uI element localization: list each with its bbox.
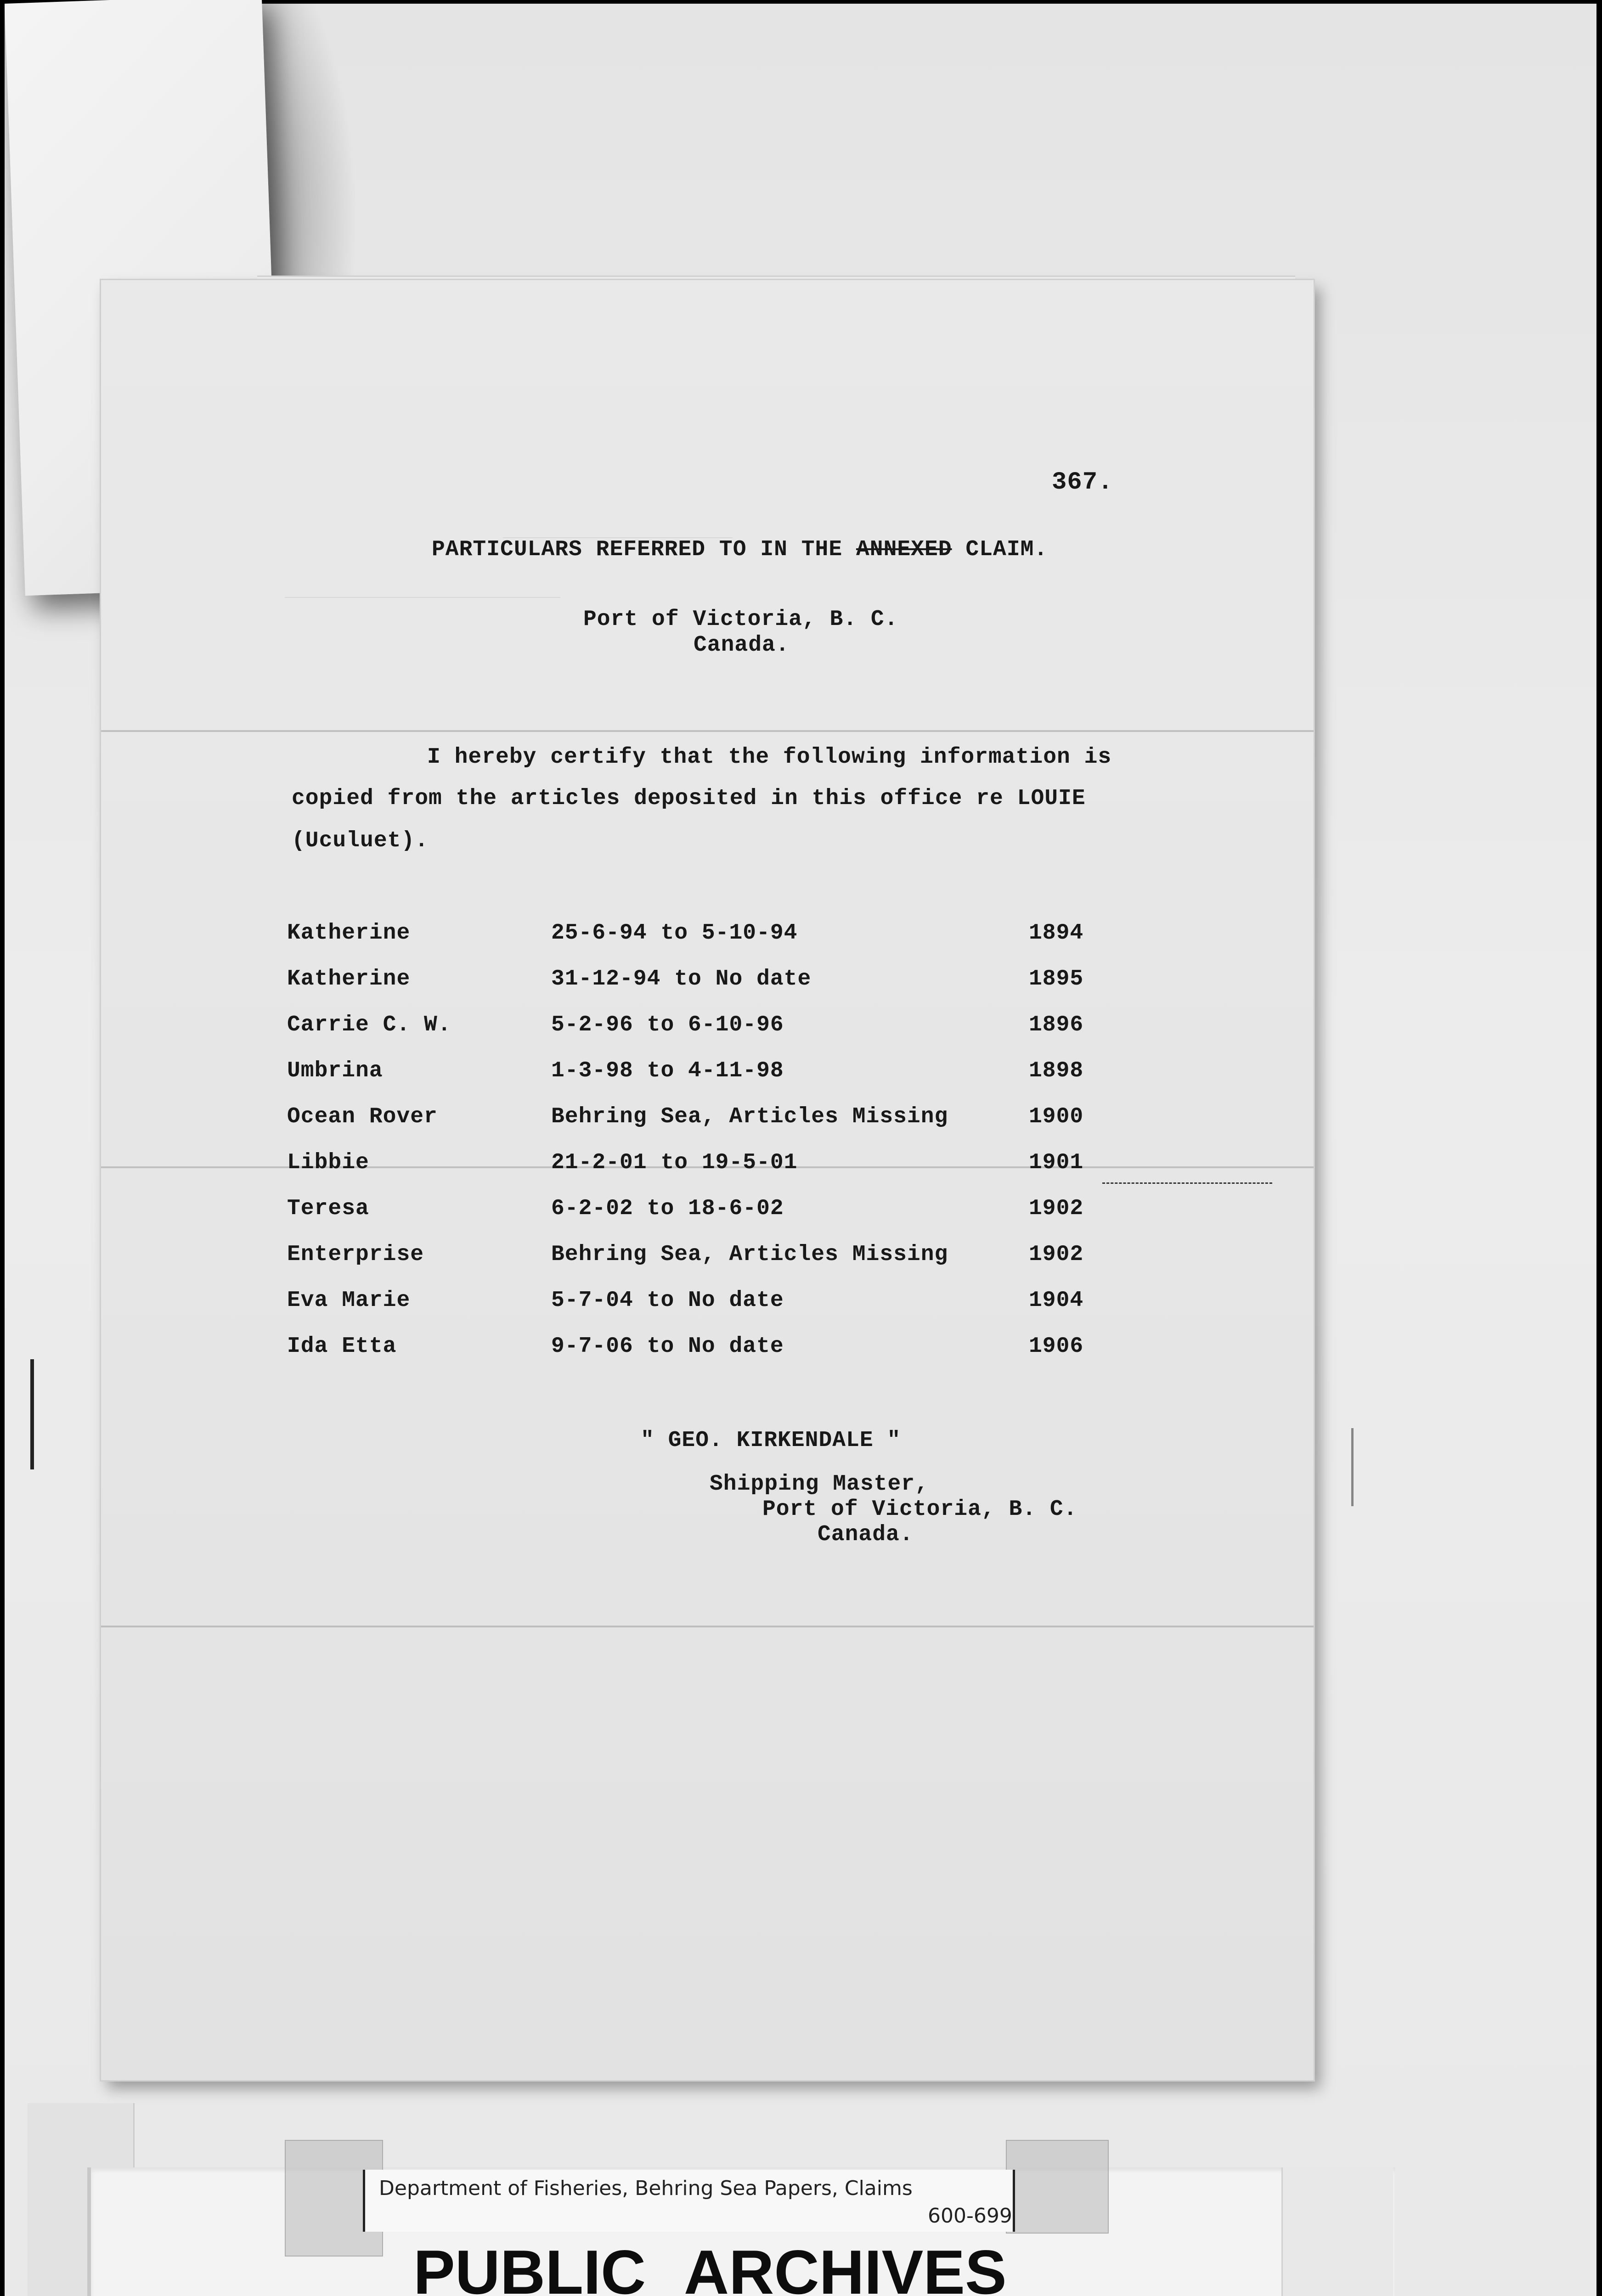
voyage-dates: 1-3-98 to 4-11-98 [551,1058,784,1083]
bleed-through-mark [285,597,560,598]
vessel-name: Ocean Rover [287,1104,438,1129]
voyage-dates: Behring Sea, Articles Missing [551,1104,948,1129]
torn-edge-mark [1102,1182,1272,1186]
margin-mark [30,1359,34,1469]
signature-title: Shipping Master, [710,1472,929,1497]
table-row [0,1334,1602,1362]
table-row [0,967,1602,994]
table-row [0,921,1602,948]
vessel-name: Ida Etta [287,1334,397,1359]
voyage-dates: 31-12-94 to No date [551,967,812,991]
vessel-name: Enterprise [287,1242,424,1267]
reference-number: 600-699 [928,2204,1012,2228]
voyage-year: 1895 [1029,967,1084,991]
heading-text-after: CLAIM. [952,537,1048,562]
voyage-dates: 9-7-06 to No date [551,1334,784,1359]
table-row [0,1196,1602,1224]
voyage-dates: 5-2-96 to 6-10-96 [551,1013,784,1037]
voyage-dates: Behring Sea, Articles Missing [551,1242,948,1267]
scan-border-left [0,0,5,2296]
voyage-dates: 21-2-01 to 19-5-01 [551,1150,798,1175]
vessel-name: Libbie [287,1150,369,1175]
vessel-name: Katherine [287,967,411,991]
vessel-name: Teresa [287,1196,369,1221]
table-row [0,1058,1602,1086]
table-row [0,1288,1602,1316]
table-row [0,1104,1602,1132]
country-line: Canada. [694,633,790,658]
heading-text-before: PARTICULARS REFERRED TO IN THE [432,537,856,562]
signature-country: Canada. [818,1522,914,1547]
voyage-year: 1900 [1029,1104,1084,1129]
table-row [0,1013,1602,1040]
voyage-year: 1898 [1029,1058,1084,1083]
tape-piece [1006,2140,1109,2234]
archives-title-en: PUBLIC ARCHIVES [413,2237,1007,2296]
voyage-year: 1902 [1029,1242,1084,1267]
voyage-dates: 6-2-02 to 18-6-02 [551,1196,784,1221]
vessel-name: Umbrina [287,1058,383,1083]
voyage-year: 1904 [1029,1288,1084,1313]
margin-mark [1351,1428,1354,1506]
page-number: 367. [1052,468,1113,496]
fold-line [101,1626,1314,1627]
label-backing-right [1281,2167,1393,2296]
voyage-year: 1906 [1029,1334,1084,1359]
certification-line: (Uculuet). [292,828,429,853]
voyage-year: 1894 [1029,921,1084,945]
voyage-year: 1901 [1029,1150,1084,1175]
certification-line: I hereby certify that the following information is [427,745,1112,770]
voyage-year: 1896 [1029,1013,1084,1037]
vessel-name: Katherine [287,921,411,945]
vessel-name: Carrie C. W. [287,1013,451,1037]
document-heading [432,537,1048,562]
vessel-name: Eva Marie [287,1288,411,1313]
voyage-dates: 25-6-94 to 5-10-94 [551,921,798,945]
fold-line [101,730,1314,732]
table-row [0,1150,1602,1178]
signature-name: " GEO. KIRKENDALE " [641,1428,901,1453]
reference-line: Department of Fisheries, Behring Sea Papers, Claims [379,2177,913,2200]
signature-port: Port of Victoria, B. C. [762,1497,1077,1522]
certification-line: copied from the articles deposited in this office re LOUIE [292,786,1086,811]
voyage-dates: 5-7-04 to No date [551,1288,784,1313]
port-line: Port of Victoria, B. C. [583,607,898,632]
table-row [0,1242,1602,1270]
scan-border-right [1596,0,1602,2296]
voyage-year: 1902 [1029,1196,1084,1221]
heading-struck-word: ANNEXED [856,537,952,562]
